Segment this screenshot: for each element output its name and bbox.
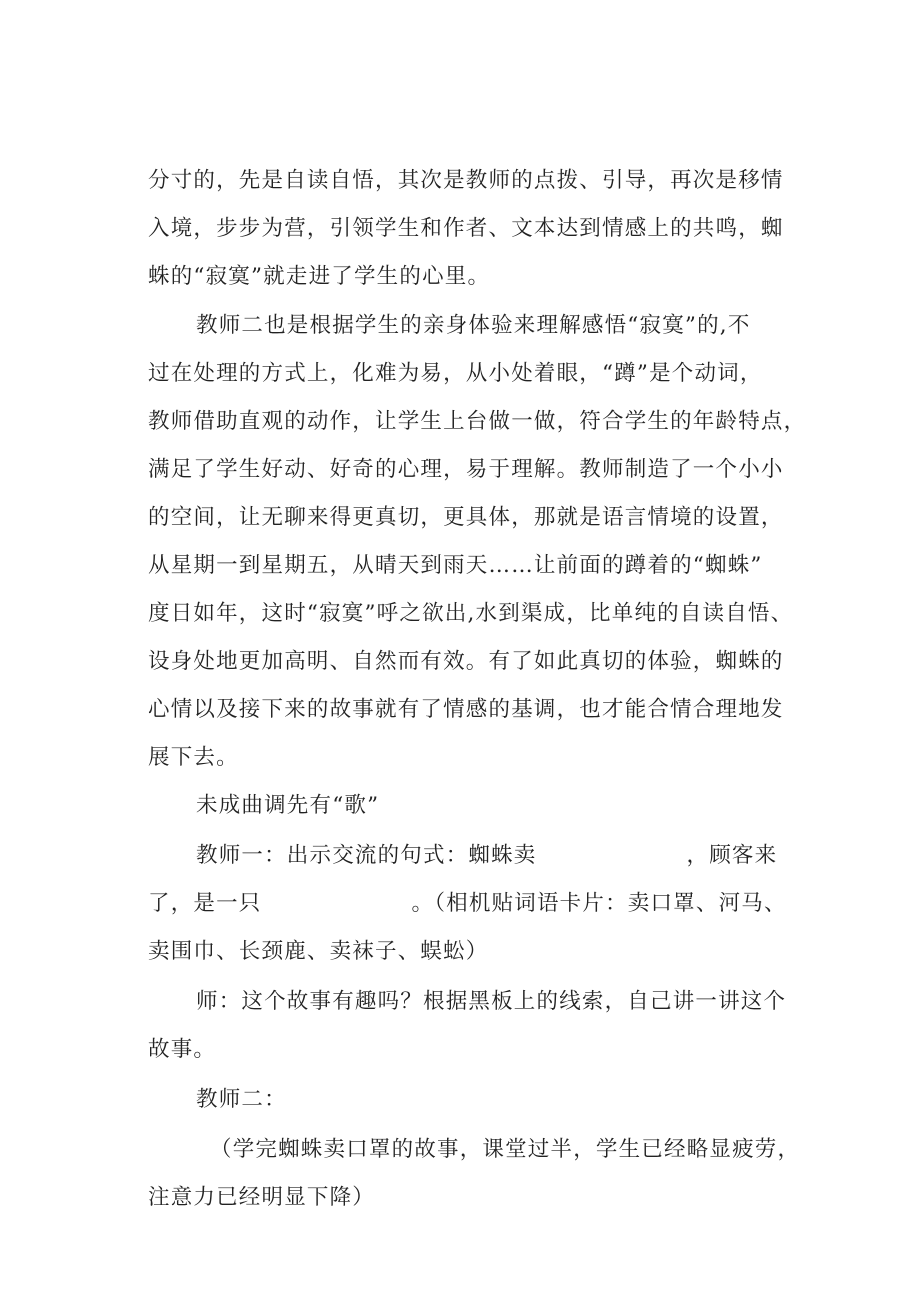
line2-end: 。（相机贴词语卡片：卖口罩、河马、	[411, 891, 787, 916]
paragraph-line: 展下去。	[148, 745, 239, 770]
paragraph-line: 故事。	[148, 1037, 217, 1062]
paragraph-line: 度日如年，这时“寂寞”呼之欲出,水到渠成，比单纯的自读自悟、	[148, 601, 794, 626]
paragraph-line: 的空间，让无聊来得更真切，更具体，那就是语言情境的设置，	[148, 505, 784, 530]
line2-start: 了，是一只	[148, 891, 262, 916]
paragraph-line: 注意力已经明显下降）	[148, 1185, 376, 1210]
paragraph-line: 分寸的，先是自读自悟，其次是教师的点拨、引导，再次是移情	[148, 168, 784, 193]
paragraph-line: 心情以及接下来的故事就有了情感的基调，也才能合情合理地发	[148, 697, 784, 722]
paragraph-line: 师：这个故事有趣吗？根据黑板上的线索，自己讲一讲这个	[196, 989, 787, 1014]
section-heading: 未成曲调先有“歌”	[196, 793, 380, 818]
paragraph-line: 入境，步步为营，引领学生和作者、文本达到情感上的共鸣，蜘	[148, 216, 784, 241]
paragraph-line: 设身处地更加高明、自然而有效。有了如此真切的体验，蜘蛛的	[148, 649, 784, 674]
paragraph-line: 从星期一到星期五，从晴天到雨天……让前面的蹲着的“蜘蛛”	[148, 553, 763, 578]
paragraph-line: 过在处理的方式上，化难为易，从小处着眼，“蹲”是个动词，	[148, 361, 763, 386]
teacher1-prompt	[196, 838, 856, 874]
paragraph-line: 蛛的“寂寞”就走进了学生的心里。	[148, 264, 491, 289]
paragraph-line: 教师二也是根据学生的亲身体验来理解感悟“寂寞”的,不	[196, 313, 751, 338]
paragraph-line: 教师借助直观的动作，让学生上台做一做，符合学生的年龄特点，	[148, 409, 807, 434]
teacher1-line2	[148, 886, 808, 922]
prompt-start: 教师一：出示交流的句式：蜘蛛卖	[196, 843, 537, 868]
teacher2-label: 教师二：	[196, 1087, 287, 1112]
teacher1-line3: 卖围巾、长颈鹿、卖袜子、蜈蚣）	[148, 939, 489, 964]
paragraph-line: 满足了学生好动、好奇的心理，易于理解。教师制造了一个小小	[148, 457, 784, 482]
paragraph-line: （学完蜘蛛卖口罩的故事，课堂过半，学生已经略显疲劳，	[210, 1137, 801, 1162]
prompt-end: ，顾客来	[686, 843, 778, 868]
